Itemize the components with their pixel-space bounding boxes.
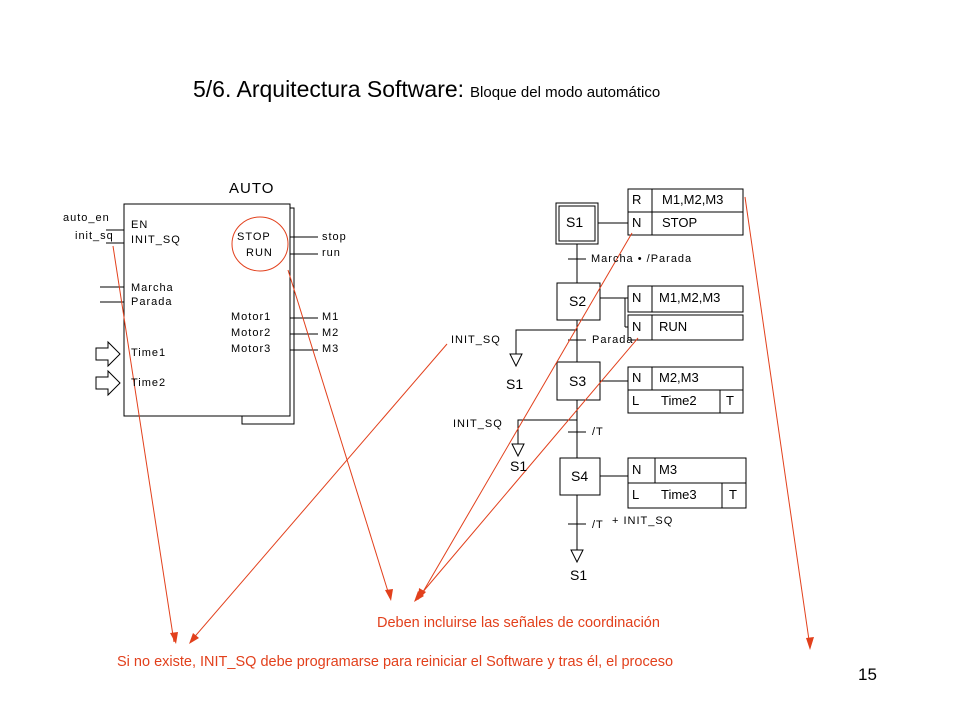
action-name: M3 [659, 462, 678, 477]
init-sq-branch-label: INIT_SQ [451, 334, 501, 346]
jump-arrow-3 [571, 550, 583, 562]
ext-input-init-sq: init_sq [75, 230, 114, 242]
ext-output-m3: M3 [322, 343, 340, 355]
pin-motor3: Motor3 [231, 343, 272, 355]
jump-target-label: S1 [570, 567, 588, 583]
jump-arrow-2 [512, 444, 524, 456]
init-sq-branch-label: INIT_SQ [453, 418, 503, 430]
action-qualifier: R [632, 192, 642, 207]
pin-marcha: Marcha [131, 282, 174, 294]
annotation-arrowhead [170, 632, 178, 644]
transition-label: Parada [592, 334, 634, 346]
pin-motor1: Motor1 [231, 311, 272, 323]
jump-target-label: S1 [506, 376, 524, 392]
action-name: M1,M2,M3 [662, 192, 724, 207]
action-timer: T [726, 393, 734, 408]
slide-title [193, 76, 660, 103]
jump-arrow-1 [510, 354, 522, 366]
transition-label: Marcha • /Parada [591, 253, 693, 265]
time1-arrow-icon [96, 342, 120, 366]
pin-motor2: Motor2 [231, 327, 272, 339]
ext-output-m1: M1 [322, 311, 340, 323]
jump-target-label: S1 [510, 458, 528, 474]
action-name: Time3 [661, 487, 697, 502]
action-timer: T [729, 487, 737, 502]
action-name: STOP [662, 215, 698, 230]
pin-en: EN [131, 219, 149, 231]
pin-stop: STOP [237, 231, 271, 243]
ext-output-run: run [322, 247, 341, 259]
action-qualifier: N [632, 462, 642, 477]
step-label-s1: S1 [566, 214, 584, 230]
action-qualifier: L [632, 393, 640, 408]
ext-output-m2: M2 [322, 327, 340, 339]
pin-init-sq: INIT_SQ [131, 234, 181, 246]
title-subtitle: Bloque del modo automático [470, 84, 661, 101]
pin-run: RUN [246, 247, 273, 259]
step-label-s2: S2 [569, 293, 587, 309]
coordination-note: Deben incluirse las señales de coordinación [377, 615, 660, 631]
transition-label: /T [592, 519, 604, 531]
ext-input-auto-en: auto_en [63, 212, 110, 224]
action-name: M1,M2,M3 [659, 290, 721, 305]
transition-label: + INIT_SQ [612, 515, 674, 527]
annotation-arrowhead [385, 589, 393, 601]
transition-label: /T [592, 426, 604, 438]
action-qualifier: N [632, 290, 642, 305]
page-number: 15 [858, 665, 877, 684]
action-name: RUN [659, 319, 688, 334]
action-qualifier: N [632, 215, 642, 230]
pin-parada: Parada [131, 296, 173, 308]
annotation-arrowhead [806, 637, 814, 650]
block-name: AUTO [229, 180, 275, 197]
init-sq-note: Si no existe, INIT_SQ debe programarse para reiniciar el Software y tras él, el proceso [117, 654, 674, 670]
highlight-ellipse [232, 217, 288, 271]
time2-arrow-icon [96, 371, 120, 395]
action-qualifier: L [632, 487, 640, 502]
pin-time2: Time2 [131, 377, 167, 389]
action-name: Time2 [661, 393, 697, 408]
title-main-text: 5/6. Arquitectura Software: [193, 76, 465, 102]
annotation-arrowhead [189, 633, 199, 644]
pin-time1: Time1 [131, 347, 167, 359]
step-label-s3: S3 [569, 373, 587, 389]
action-qualifier: N [632, 319, 642, 334]
action-qualifier: N [632, 370, 642, 385]
action-name: M2,M3 [659, 370, 699, 385]
step-label-s4: S4 [571, 468, 589, 484]
ext-output-stop: stop [322, 231, 347, 243]
